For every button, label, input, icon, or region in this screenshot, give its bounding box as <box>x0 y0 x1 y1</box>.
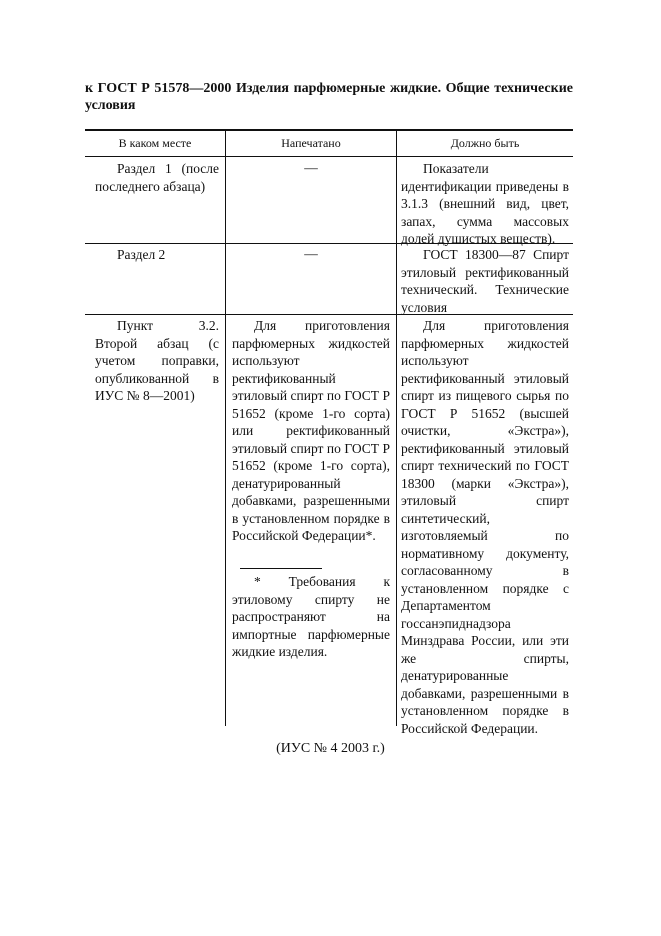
amendment-table <box>85 129 573 736</box>
row1-printed: — <box>304 160 318 175</box>
column-divider <box>396 129 397 726</box>
row2-place: Раздел 2 <box>117 247 166 262</box>
header-correct: Должно быть <box>450 136 520 150</box>
row3-printed: Для приготовления парфюмерных жидкостей используют ректификованный этиловый спирт по ГОСТ Р 51652 (кроме 1-го сорта) или ректификованный этиловый спирт по ГОСТ Р 51652 (кроме 1-го сорта), денатурированный добавками, разрешенными в установленном порядке в Российской Федерации*. <box>232 318 390 543</box>
header-printed: Напечатано <box>281 136 341 150</box>
document-title: к ГОСТ Р 51578—2000 Изделия парфюмерные жидкие. Общие технические условия <box>85 81 573 113</box>
row3-place: Пункт 3.2. Второй абзац (с учетом поправки, опубликованной в ИУС № 8—2001) <box>95 318 219 403</box>
header-place: В каком месте <box>118 136 192 150</box>
column-divider <box>225 129 226 726</box>
row1-place: Раздел 1 (после последнего абзаца) <box>95 161 219 194</box>
header-bottom-rule <box>85 156 573 157</box>
issue-reference: (ИУС № 4 2003 г.) <box>276 741 385 756</box>
row2-correct: ГОСТ 18300—87 Спирт этиловый ректификованный технический. Технические условия <box>401 247 569 315</box>
row2-printed: — <box>304 246 318 261</box>
table-top-rule <box>85 129 573 131</box>
row3-footnote: * Требования к этиловому спирту не распространяют на импортные парфюмерные жидкие изделия. <box>232 574 390 659</box>
footnote-separator <box>240 568 322 569</box>
row1-correct: Показатели идентификации приведены в 3.1.3 (внешний вид, цвет, запах, сумма массовых долей душистых веществ). <box>401 161 569 246</box>
row3-correct: Для приготовления парфюмерных жидкостей используют ректификованный этиловый спирт из пищевого сырья по ГОСТ Р 51652 (высшей очистки, «Экстра»), ректификованный этиловый спирт технический по ГОСТ 18300 (марки «Экстра»), этиловый спирт синтетический, изготовляемый по нормативному документу, согласованному в установленном порядке с Департаментом госсанэпиднадзора Минздрава России, или эти же спирты, денатурированные добавками, разрешенными в установленном порядке в Российской Федерации. <box>401 318 569 736</box>
